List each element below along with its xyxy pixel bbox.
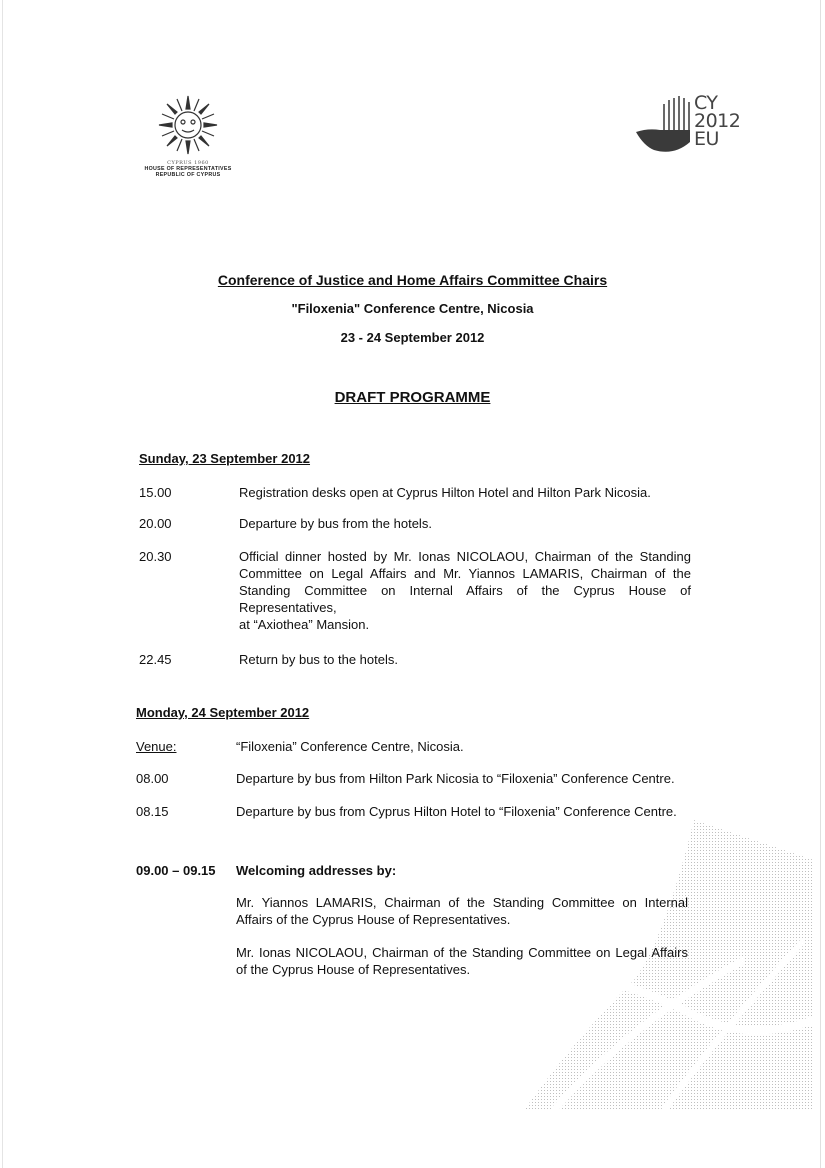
page-edge — [820, 0, 821, 1168]
draft-programme-heading: DRAFT PROGRAMME — [334, 389, 491, 406]
schedule-text: Official dinner hosted by Mr. Ionas NICOLAOU, Chairman of the Standing Committee on Legal Affairs and Mr. Yiannos LAMARIS, Chairman of the Standing Committee on Internal Affairs of the Cyprus House of Representatives, — [239, 549, 691, 615]
speaker-entry: Mr. Yiannos LAMARIS, Chairman of the Standing Committee on Internal Affairs of the Cyprus House of Representatives. — [236, 895, 688, 927]
page-edge — [2, 0, 3, 1168]
conference-title: Conference of Justice and Home Affairs Committee Chairs — [217, 272, 608, 288]
logo-line-1: HOUSE OF REPRESENTATIVES — [144, 166, 232, 172]
dove-icon — [634, 94, 694, 164]
schedule-text: Departure by bus from the hotels. — [239, 516, 432, 531]
sun-emblem-icon — [155, 92, 221, 158]
venue-text: “Filoxenia” Conference Centre, Nicosia. — [236, 739, 464, 754]
day1-heading: Sunday, 23 September 2012 — [139, 451, 311, 466]
speaker-entry: Mr. Ionas NICOLAOU, Chairman of the Standing Committee on Legal Affairs of the Cyprus House of Representatives. — [236, 945, 688, 977]
schedule-time: 08.00 — [136, 771, 169, 786]
session-title: Welcoming addresses by: — [236, 863, 397, 878]
schedule-text: Departure by bus from Hilton Park Nicosia to “Filoxenia” Conference Centre. — [236, 771, 675, 786]
logo-caption: CYPRUS 1960 — [167, 160, 209, 166]
schedule-text-location: at “Axiothea” Mansion. — [239, 617, 370, 632]
schedule-time: 08.15 — [136, 804, 169, 819]
schedule-text: Departure by bus from Cyprus Hilton Hotel to “Filoxenia” Conference Centre. — [236, 804, 677, 819]
schedule-text: Return by bus to the hotels. — [239, 652, 398, 667]
eu-logo-text — [694, 94, 740, 148]
venue-label: Venue: — [136, 739, 177, 754]
day2-heading: Monday, 24 September 2012 — [136, 705, 310, 720]
logo-line-2: REPUBLIC OF CYPRUS — [155, 172, 221, 178]
house-of-representatives-logo — [138, 92, 238, 178]
schedule-time: 22.45 — [139, 652, 172, 667]
schedule-time: 20.00 — [139, 516, 172, 531]
session-time: 09.00 – 09.15 — [136, 863, 216, 878]
conference-venue: "Filoxenia" Conference Centre, Nicosia — [291, 301, 534, 316]
cy-2012-eu-logo — [634, 94, 744, 164]
schedule-text: Registration desks open at Cyprus Hilton Hotel and Hilton Park Nicosia. — [239, 485, 651, 500]
schedule-time: 15.00 — [139, 485, 172, 500]
schedule-text-block — [239, 548, 691, 633]
conference-dates: 23 - 24 September 2012 — [340, 330, 485, 345]
eu-logo-year: 2012 — [694, 110, 741, 132]
eu-logo-eu: EU — [694, 128, 719, 150]
eu-logo-cy: CY — [694, 92, 718, 114]
schedule-time: 20.30 — [139, 549, 172, 564]
